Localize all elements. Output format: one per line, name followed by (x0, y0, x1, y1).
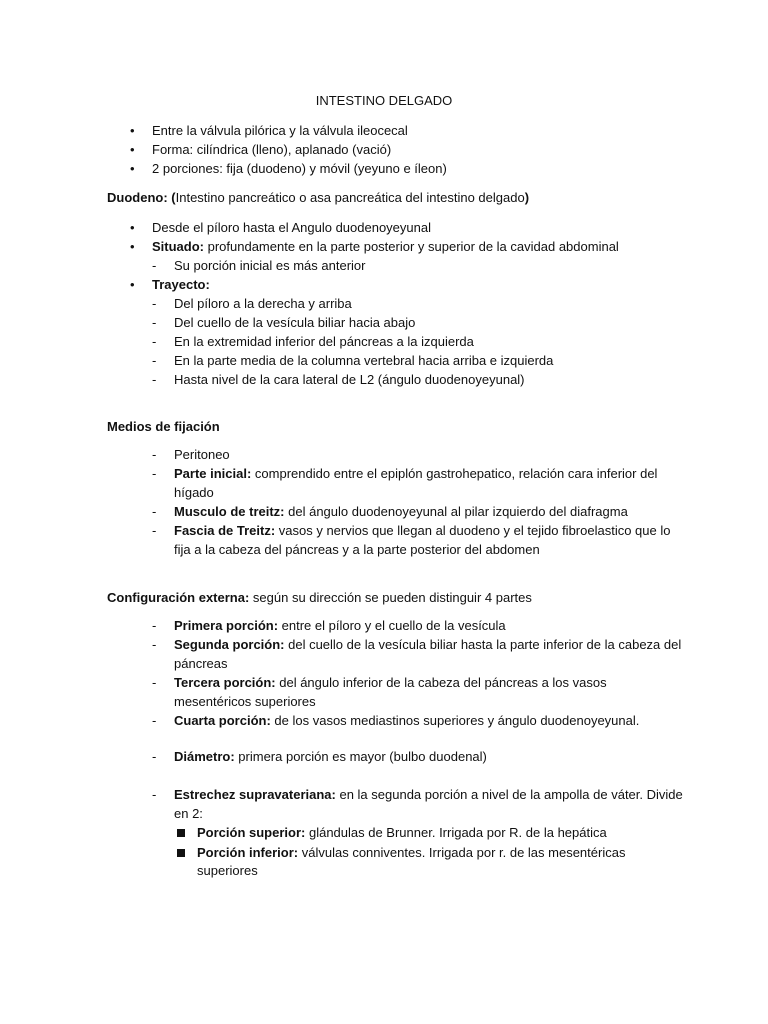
dash-marker: - (152, 523, 157, 538)
duodeno-item-1: Desde el píloro hasta el Angulo duodenoyeyunal (152, 220, 431, 235)
intro-item-3: 2 porciones: fija (duodeno) y móvil (yeyuno e íleon) (152, 161, 447, 176)
dash-marker: - (152, 258, 157, 273)
duodeno-item-situado: Situado: profundamente en la parte posterior y superior de la cavidad abdominal (152, 239, 619, 254)
dash-marker: - (152, 749, 157, 764)
bullet-marker: • (130, 220, 135, 235)
dash-marker: - (152, 315, 157, 330)
config-heading: Configuración externa: según su dirección se pueden distinguir 4 partes (107, 590, 532, 605)
dash-marker: - (152, 353, 157, 368)
fijacion-heading: Medios de fijación (107, 419, 220, 434)
fijacion-item-fascia-cont: fija a la cabeza del páncreas y a la parte posterior del abdomen (174, 542, 540, 557)
dash-marker: - (152, 713, 157, 728)
intro-item-2: Forma: cilíndrica (lleno), aplanado (vació) (152, 142, 392, 157)
bullet-marker: • (130, 142, 135, 157)
trayecto-item: En la extremidad inferior del páncreas a la izquierda (174, 334, 474, 349)
dash-marker: - (152, 675, 157, 690)
fijacion-item-musculo: Musculo de treitz: del ángulo duodenoyeyunal al pilar izquierdo del diafragma (174, 504, 628, 519)
config-item-diametro: Diámetro: primera porción es mayor (bulbo duodenal) (174, 749, 487, 764)
config-item-cuarta: Cuarta porción: de los vasos mediastinos superiores y ángulo duodenoyeyunal. (174, 713, 640, 728)
config-subitem-inferior: Porción inferior: válvulas conniventes. Irrigada por r. de las mesentéricas (197, 845, 626, 860)
trayecto-item: Del píloro a la derecha y arriba (174, 296, 352, 311)
trayecto-item: Hasta nivel de la cara lateral de L2 (ángulo duodenoyeyunal) (174, 372, 525, 387)
dash-marker: - (152, 787, 157, 802)
trayecto-heading: Trayecto: (152, 277, 210, 292)
config-item-primera: Primera porción: entre el píloro y el cuello de la vesícula (174, 618, 506, 633)
dash-marker: - (152, 296, 157, 311)
bullet-marker: • (130, 161, 135, 176)
intro-item-1: Entre la válvula pilórica y la válvula ileocecal (152, 123, 408, 138)
square-bullet-icon (177, 849, 185, 857)
config-item-tercera: Tercera porción: del ángulo inferior de la cabeza del páncreas a los vasos (174, 675, 607, 690)
dash-marker: - (152, 618, 157, 633)
dash-marker: - (152, 466, 157, 481)
dash-marker: - (152, 637, 157, 652)
duodeno-subitem: Su porción inicial es más anterior (174, 258, 366, 273)
fijacion-item-parte-inicial-cont: hígado (174, 485, 214, 500)
config-subitem-inferior-cont: superiores (197, 863, 258, 878)
bullet-marker: • (130, 123, 135, 138)
config-item-tercera-cont: mesentéricos superiores (174, 694, 316, 709)
fijacion-item-parte-inicial: Parte inicial: comprendido entre el epiplón gastrohepatico, relación cara inferior del (174, 466, 658, 481)
trayecto-item: Del cuello de la vesícula biliar hacia abajo (174, 315, 416, 330)
trayecto-item: En la parte media de la columna vertebral hacia arriba e izquierda (174, 353, 554, 368)
fijacion-item-peritoneo: Peritoneo (174, 447, 230, 462)
bullet-marker: • (130, 277, 135, 292)
dash-marker: - (152, 372, 157, 387)
dash-marker: - (152, 447, 157, 462)
fijacion-item-fascia: Fascia de Treitz: vasos y nervios que llegan al duodeno y el tejido fibroelastico que lo (174, 523, 671, 538)
config-subitem-superior: Porción superior: glándulas de Brunner. Irrigada por R. de la hepática (197, 825, 607, 840)
config-item-segunda-cont: páncreas (174, 656, 228, 671)
dash-marker: - (152, 334, 157, 349)
config-item-estrechez: Estrechez supravateriana: en la segunda porción a nivel de la ampolla de váter. Divide (174, 787, 683, 802)
config-item-estrechez-cont: en 2: (174, 806, 203, 821)
dash-marker: - (152, 504, 157, 519)
page-title: INTESTINO DELGADO (315, 93, 453, 108)
bullet-marker: • (130, 239, 135, 254)
config-item-segunda: Segunda porción: del cuello de la vesícula biliar hasta la parte inferior de la cabeza del (174, 637, 682, 652)
duodeno-heading: Duodeno: (Intestino pancreático o asa pancreática del intestino delgado) (107, 190, 530, 205)
square-bullet-icon (177, 829, 185, 837)
